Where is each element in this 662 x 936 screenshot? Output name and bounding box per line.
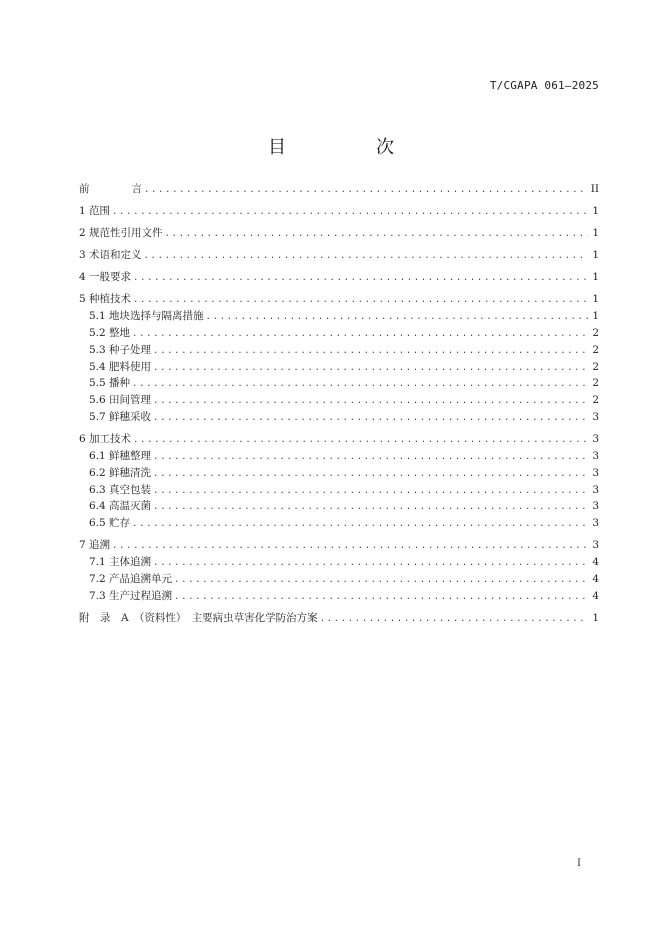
toc-entry-page: 3 <box>592 449 599 462</box>
toc-dot-leader <box>144 182 588 199</box>
toc-entry-label: 5.5 播种 <box>89 377 131 390</box>
toc-entry[interactable] <box>79 588 599 605</box>
toc-entry-label: 前 言 <box>79 183 142 195</box>
toc-dot-leader <box>174 572 588 589</box>
toc-entry-page: 3 <box>592 466 599 479</box>
toc-entry-label: 7.1 主体追溯 <box>89 556 152 569</box>
toc-dot-leader <box>112 204 588 221</box>
toc-dot-leader <box>174 589 588 606</box>
toc-dot-leader <box>153 499 588 516</box>
toc-entry[interactable] <box>79 291 599 308</box>
toc-entry-page: 2 <box>592 394 599 407</box>
toc-entry[interactable] <box>79 409 599 426</box>
toc-entry-page: 3 <box>592 517 599 530</box>
toc-entry-label: 5 种植技术 <box>79 293 132 306</box>
toc-entry[interactable] <box>79 610 599 627</box>
toc-entry[interactable] <box>79 325 599 342</box>
toc-dot-leader <box>133 432 588 449</box>
toc-entry-label: 6 加工技术 <box>79 433 132 446</box>
toc-entry-page: 3 <box>592 411 599 424</box>
toc-dot-leader <box>132 516 588 533</box>
toc-entry[interactable] <box>79 482 599 499</box>
toc-entry-label: 3 术语和定义 <box>79 249 142 262</box>
toc-dot-leader <box>153 555 588 572</box>
toc-entry-page: 1 <box>592 205 599 218</box>
toc-entry-page: 2 <box>592 360 599 373</box>
toc-entry-page: 3 <box>592 539 599 552</box>
toc-entry[interactable] <box>79 225 599 242</box>
table-of-contents <box>79 181 599 627</box>
toc-entry[interactable] <box>79 269 599 286</box>
toc-dot-leader <box>153 466 588 483</box>
toc-entry-page: 4 <box>592 572 599 585</box>
toc-dot-leader <box>133 270 588 287</box>
toc-entry-page: 2 <box>592 327 599 340</box>
toc-entry-page: 1 <box>592 310 599 323</box>
toc-entry-page: 3 <box>592 433 599 446</box>
toc-entry[interactable] <box>79 571 599 588</box>
toc-entry-label: 6.2 鲜穗清洗 <box>89 466 152 479</box>
page-title: 目 次 <box>268 137 430 158</box>
toc-entry-label: 5.2 整地 <box>89 327 131 340</box>
toc-entry[interactable] <box>79 537 599 554</box>
toc-dot-leader <box>153 393 588 410</box>
toc-dot-leader <box>112 538 588 555</box>
toc-dot-leader <box>153 343 588 360</box>
toc-entry[interactable] <box>79 342 599 359</box>
toc-entry[interactable] <box>79 515 599 532</box>
toc-dot-leader <box>153 360 588 377</box>
toc-dot-leader <box>320 611 588 628</box>
toc-entry-page: 2 <box>592 343 599 356</box>
toc-entry-label: 6.1 鲜穗整理 <box>89 449 152 462</box>
toc-dot-leader <box>153 410 588 427</box>
toc-entry-label: 1 范围 <box>79 205 111 218</box>
toc-entry-page: 3 <box>592 500 599 513</box>
toc-entry-label: 7 追溯 <box>79 539 111 552</box>
toc-entry-label: 5.4 肥料使用 <box>89 360 152 373</box>
toc-entry-page: 4 <box>592 589 599 602</box>
toc-entry-label: 7.2 产品追溯单元 <box>89 572 173 585</box>
toc-entry-label: 5.7 鲜穗采收 <box>89 411 152 424</box>
toc-entry-label: 6.3 真空包装 <box>89 483 152 496</box>
toc-entry-label: 5.6 田间管理 <box>89 394 152 407</box>
toc-entry[interactable] <box>79 554 599 571</box>
toc-entry-label: 7.3 生产过程追溯 <box>89 589 173 602</box>
toc-entry-label: 附 录 A （资料性） 主要病虫草害化学防治方案 <box>79 611 318 624</box>
toc-entry[interactable] <box>79 375 599 392</box>
toc-entry-label: 5.1 地块选择与隔离措施 <box>89 310 204 323</box>
toc-dot-leader <box>206 309 588 326</box>
toc-entry-page: 4 <box>592 556 599 569</box>
toc-entry[interactable] <box>79 392 599 409</box>
toc-dot-leader <box>153 483 588 500</box>
toc-entry[interactable] <box>79 431 599 448</box>
toc-dot-leader <box>144 248 588 265</box>
toc-dot-leader <box>153 449 588 466</box>
toc-entry-page: 1 <box>592 293 599 306</box>
toc-dot-leader <box>132 326 588 343</box>
toc-dot-leader <box>165 226 588 243</box>
toc-entry[interactable] <box>79 498 599 515</box>
toc-entry[interactable] <box>79 448 599 465</box>
toc-entry[interactable] <box>79 247 599 264</box>
toc-entry-page: 3 <box>592 483 599 496</box>
toc-entry[interactable] <box>79 308 599 325</box>
toc-entry-label: 2 规范性引用文件 <box>79 227 163 240</box>
toc-dot-leader <box>132 376 588 393</box>
toc-entry-page: 2 <box>592 377 599 390</box>
toc-entry-label: 6.5 贮存 <box>89 517 131 530</box>
toc-dot-leader <box>133 292 588 309</box>
toc-entry[interactable] <box>79 465 599 482</box>
toc-entry-page: 1 <box>592 271 599 284</box>
toc-entry-label: 4 一般要求 <box>79 271 132 284</box>
toc-entry-label: 6.4 高温灭菌 <box>89 500 152 513</box>
page-number: I <box>577 858 581 869</box>
toc-entry[interactable] <box>79 359 599 376</box>
toc-entry[interactable] <box>79 181 599 198</box>
toc-entry-page: 1 <box>592 611 599 624</box>
toc-entry-page: II <box>590 183 599 195</box>
toc-entry-page: 1 <box>592 227 599 240</box>
toc-entry-page: 1 <box>592 249 599 262</box>
toc-entry[interactable] <box>79 203 599 220</box>
toc-entry-label: 5.3 种子处理 <box>89 343 152 356</box>
standard-code: T/CGAPA 061—2025 <box>489 79 599 92</box>
